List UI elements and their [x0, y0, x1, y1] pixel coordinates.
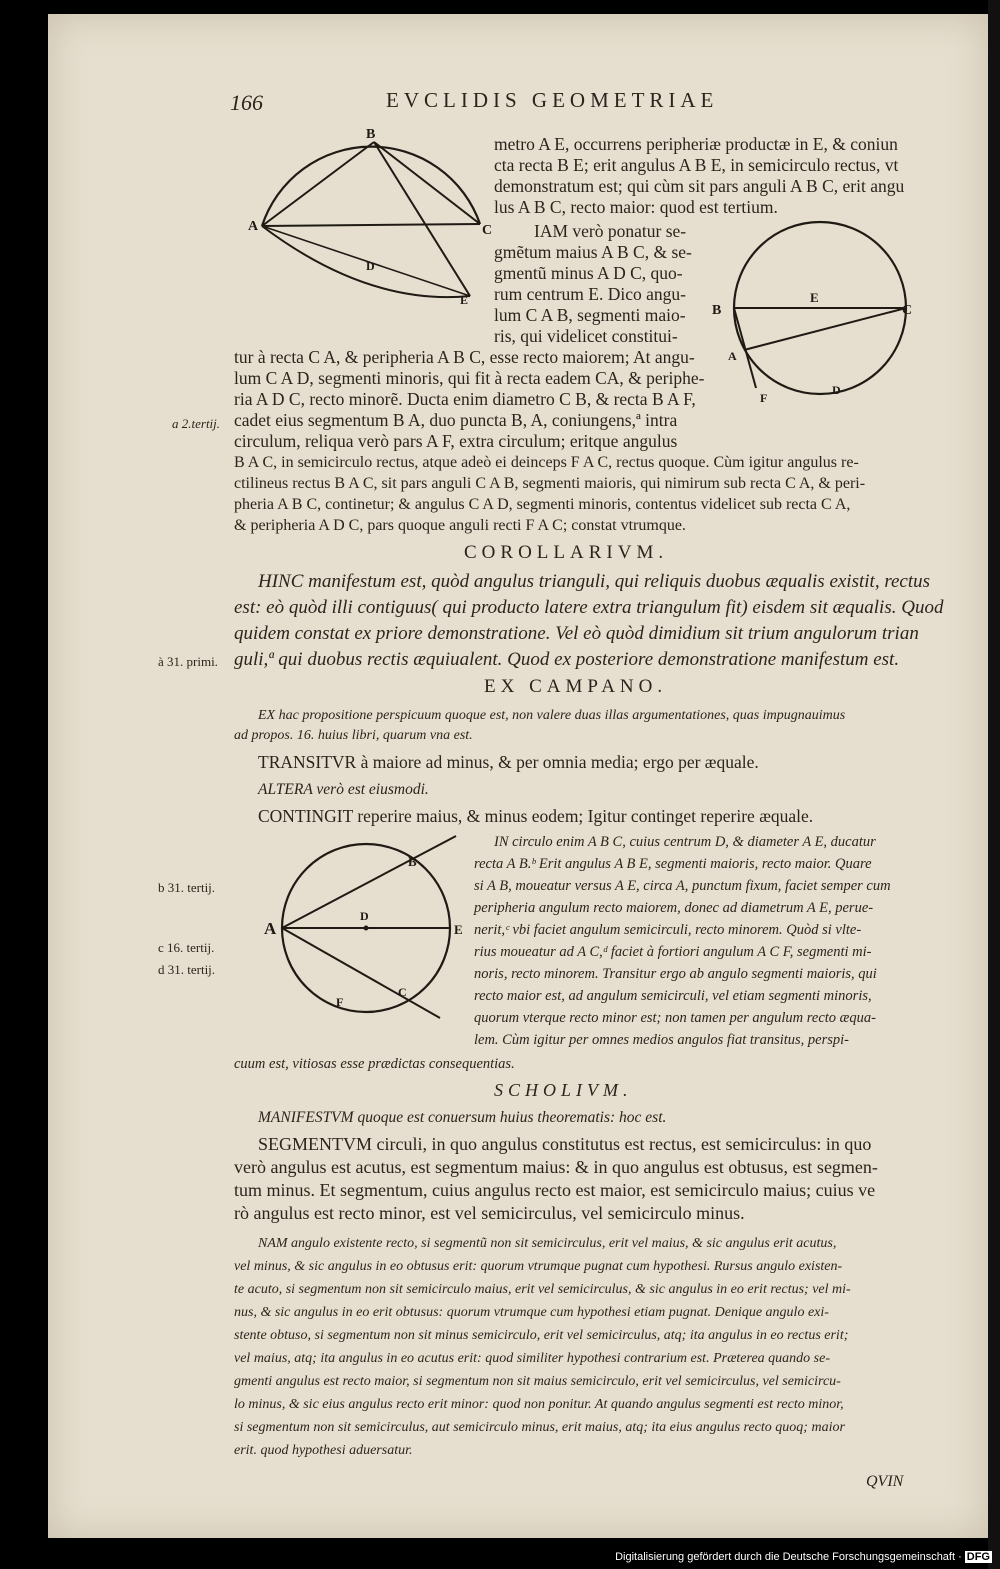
margin-note: d 31. tertij. [158, 962, 216, 977]
catchword: QVIN [866, 1473, 904, 1490]
text-line: ris, qui videlicet constitui- [494, 326, 678, 346]
text-line: metro A E, occurrens peripheriæ productæ in E, & coniun [494, 134, 898, 154]
fig2-label-c: C [902, 303, 913, 318]
dfg-logo: DFG [966, 1551, 990, 1563]
text-line: IN circulo enim A B C, cuius centrum D, & diameter A E, ducatur [494, 834, 876, 850]
fig3-label-c: C [398, 985, 407, 999]
text-line: stente obtuso, si segmentum non sit minus semicirculo, erit vel semicirculus, atq; ita angulus in eo rectus erit; [234, 1328, 849, 1343]
text-line: cadet eius segmentum B A, duo puncta B, A, coniungens,ª intra [234, 410, 678, 430]
fig3-label-f: F [336, 995, 344, 1009]
book-spine-edge [988, 0, 1000, 1569]
text-line: ALTERA verò est eiusmodi. [258, 781, 429, 798]
text-line: erit. quod hypothesi aduersatur. [234, 1443, 413, 1458]
fig2-label-f: F [760, 391, 768, 405]
text-line: verò angulus est acutus, est segmentum maius: & in quo angulus est obtusus, est segmen- [234, 1157, 878, 1177]
fig1-label-e: E [460, 293, 469, 306]
fig2-label-d: D [832, 383, 841, 397]
text-line: HINC manifestum est, quòd angulus trianguli, qui reliquis duobus æqualis existit, rectus [258, 571, 931, 592]
digitization-credit [615, 1551, 992, 1563]
fig3-label-a: A [264, 919, 277, 938]
fig1-label-c: C [482, 223, 493, 238]
fig2-label-b: B [712, 303, 722, 318]
figure-circle-rotating-line [254, 826, 494, 1026]
text-line: quorum vterque recto minor est; non tamen per angulum recto æqua- [474, 1010, 876, 1026]
text-line: noris, recto minorem. Transitur ergo ab angulo segmenti maioris, qui [474, 966, 877, 982]
text-line: SEGMENTVM circuli, in quo angulus constitutus est rectus, est semicirculus: in quo [258, 1134, 872, 1154]
margin-note: b 31. tertij. [158, 880, 216, 895]
text-line: gmẽtum maius A B C, & se- [494, 242, 692, 262]
margin-note: a 2.tertij. [172, 416, 221, 431]
text-line: si segmentum non sit semicirculus, aut semicirculo minus, erit maius, atq; ita eius angulus recto quoq; maior [234, 1420, 845, 1435]
text-line: lem. Cùm igitur per omnes medios angulos fiat transitus, perspi- [474, 1032, 849, 1048]
text-line: MANIFESTVM quoque est conuersum huius theorematis: hoc est. [258, 1109, 667, 1126]
text-line: si A B, moueatur versus A E, circa A, punctum fixum, faciet semper cum [474, 878, 891, 894]
section-heading-scholium: SCHOLIVM. [494, 1080, 633, 1100]
text-line: lus A B C, recto maior: quod est tertium. [494, 197, 778, 217]
text-line: cuum est, vitiosas esse prædictas consequentias. [234, 1056, 515, 1072]
text-line: est: eò quòd illi contiguus( qui producto latere extra triangulum fit) eisdem sit æqualis. Quod [234, 597, 944, 618]
text-line: tur à recta C A, & peripheria A B C, esse recto maiorem; At angu- [234, 347, 695, 367]
text-line: gmenti angulus est recto maior, si segmentum non sit maius semicirculo, erit vel semicirculus, vel semicircu- [234, 1374, 841, 1389]
text-line: lum C A B, segmenti maio- [494, 305, 686, 325]
figure-circle-diameter [706, 210, 918, 410]
page-number: 166 [230, 90, 263, 115]
credit-text: Digitalisierung gefördert durch die Deutsche Forschungsgemeinschaft · [615, 1551, 962, 1563]
text-line: rum centrum E. Dico angu- [494, 284, 686, 304]
text-line: quidem constat ex priore demonstratione. Vel eò quòd dimidium sit trium angulorum trian [234, 623, 919, 644]
text-line: circulum, reliqua verò pars A F, extra circulum; eritque angulus [234, 431, 678, 451]
fig2-label-a: A [728, 349, 737, 363]
text-line: te acuto, si segmentum non sit semicirculo maius, erit vel semicirculus, & sic angulus in eo erit rectus; vel mi- [234, 1282, 851, 1297]
fig3-label-e: E [454, 922, 463, 937]
text-line: cta recta B E; erit angulus A B E, in semicirculo rectus, vt [494, 155, 899, 175]
text-line: NAM angulo existente recto, si segmentũ non sit semicirculus, erit vel maius, & sic angulus erit acutus, [258, 1236, 837, 1251]
text-line: lum C A D, segmenti minoris, qui fit à recta eadem CA, & periphe- [234, 368, 705, 388]
text-line: tum minus. Et segmentum, cuius angulus recto est maior, est semicirculo maius; cuius ve [234, 1180, 876, 1200]
text-line: vel minus, & sic angulus in eo obtusus erit: quorum vtrumque pugnat cum hypothesi. Rursus angulo existen- [234, 1259, 843, 1274]
text-line: guli,ª qui duobus rectis æquiualent. Quod ex posteriore demonstratione manifestum est. [234, 649, 900, 670]
text-line: ria A D C, recto minorẽ. Ducta enim diametro C B, & recta B A F, [234, 389, 696, 409]
margin-note: c 16. tertij. [158, 940, 215, 955]
section-heading-corollarium: COROLLARIVM. [464, 542, 669, 563]
text-line: demonstratum est; qui cùm sit pars anguli A B C, erit angu [494, 176, 905, 196]
text-line: TRANSITVR à maiore ad minus, & per omnia media; ergo per æquale. [258, 752, 759, 772]
text-line: recta A B.ᵇ Erit angulus A B E, segmenti maioris, recto maior. Quare [474, 856, 872, 872]
fig3-label-d: D [360, 909, 369, 923]
text-line: recto maior est, ad angulum semicirculi, vel etiam segmenti minoris, [474, 988, 872, 1004]
running-title: EVCLIDIS GEOMETRIAE [386, 88, 719, 112]
text-line: nerit,ᶜ vbi faciet angulum semicirculi, recto minorem. Quòd si vlte- [474, 922, 862, 938]
text-line: ctilineus rectus B A C, sit pars anguli C A B, segmenti maioris, qui nimirum sub recta C A, & peri- [234, 475, 866, 492]
text-line: lo minus, & sic eius angulus recto erit minor: quod non ponitur. At quando angulus segmenti est recto minor, [234, 1397, 844, 1412]
text-line: CONTINGIT reperire maius, & minus eodem; Igitur continget reperire æquale. [258, 806, 814, 826]
book-page [48, 14, 988, 1538]
text-line: ad propos. 16. huius libri, quarum vna est. [234, 728, 473, 743]
text-line: peripheria angulum recto maiorem, donec ad diametrum A E, perue- [474, 900, 874, 916]
margin-note: à 31. primi. [158, 654, 218, 669]
text-line: rò angulus est recto minor, est vel semicirculus, vel semicirculo minus. [234, 1203, 745, 1223]
text-line: pheria A B C, continetur; & angulus C A D, segmenti minoris, contentus videlicet sub recta C A, [234, 496, 851, 513]
figure-semicircle-triangle [248, 126, 498, 306]
text-line: & peripheria A D C, pars quoque anguli recti F A C; constat vtrumque. [234, 517, 686, 534]
text-line: B A C, in semicirculo rectus, atque adeò ei deinceps F A C, rectus quoque. Cùm igitur angulus re- [234, 454, 859, 471]
text-line: gmentũ minus A D C, quo- [494, 263, 683, 283]
fig3-label-b: B [408, 854, 417, 869]
fig2-label-e: E [810, 290, 819, 305]
fig1-label-a: A [248, 219, 259, 234]
text-line: nus, & sic angulus in eo erit obtusus: quorum vtrumque cum hypothesi etiam pugnat. Denique angulo exi- [234, 1305, 829, 1320]
text-line: vel maius, atq; ita angulus in eo acutus erit: quod similiter hypothesi contrarium est. Præterea quando se- [234, 1351, 830, 1366]
text-line: EX hac propositione perspicuum quoque est, non valere duas illas argumentationes, quas impugnauimus [258, 708, 846, 723]
text-line: IAM verò ponatur se- [534, 221, 687, 241]
fig1-label-d: D [366, 259, 375, 273]
text-line: rius moueatur ad A C,ᵈ faciet à fortiori angulum A C F, segmenti mi- [474, 944, 872, 960]
section-heading-ex-campano: EX CAMPANO. [484, 676, 668, 697]
fig1-label-b: B [366, 127, 376, 142]
